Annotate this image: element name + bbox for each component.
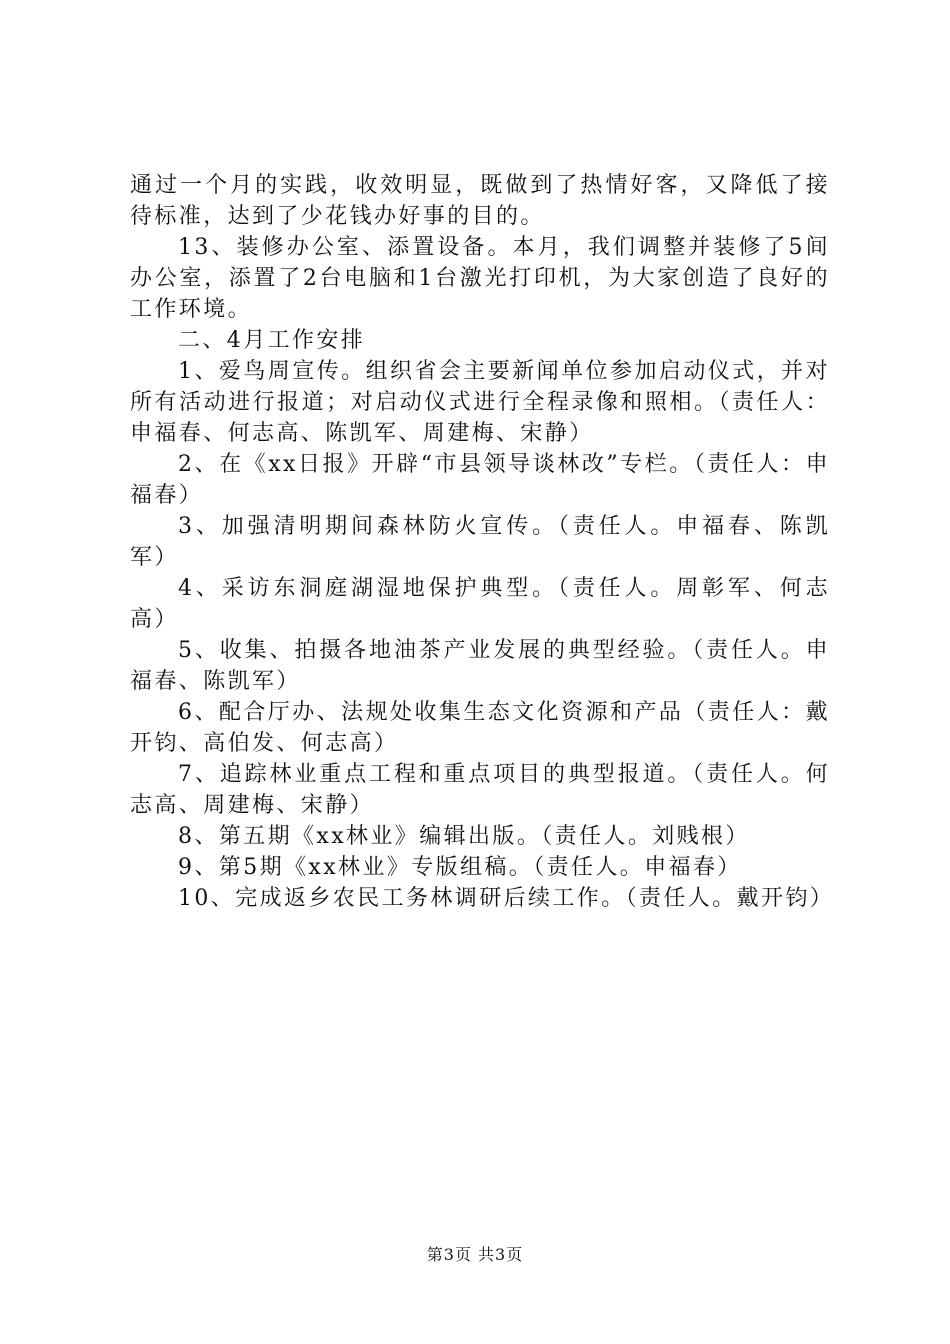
section-heading-april-plan: 二、4月工作安排 bbox=[178, 328, 366, 353]
plan-item-2: 2、在《xx日报》开辟“市县领导谈林改”专栏。（责任人：申福春） bbox=[130, 452, 830, 508]
plan-item-6: 6、配合厅办、法规处收集生态文化资源和产品（责任人：戴开钧、高伯发、何志高） bbox=[130, 700, 830, 756]
paragraph-item-13-renovation: 13、装修办公室、添置设备。本月，我们调整并装修了5间办公室，添置了2台电脑和1台激光打印机，为大家创造了良好的工作环境。 bbox=[130, 235, 830, 322]
plan-item-7: 7、追踪林业重点工程和重点项目的典型报道。（责任人。何志高、周建梅、宋静） bbox=[130, 762, 830, 818]
plan-item-5: 5、收集、拍摄各地油茶产业发展的典型经验。（责任人。申福春、陈凯军） bbox=[130, 638, 830, 694]
plan-item-8: 8、第五期《xx林业》编辑出版。（责任人。刘贱根） bbox=[178, 824, 750, 849]
plan-item-3: 3、加强清明期间森林防火宣传。（责任人。申福春、陈凯军） bbox=[130, 514, 830, 570]
plan-item-1: 1、爱鸟周宣传。组织省会主要新闻单位参加启动仪式，并对所有活动进行报道；对启动仪式进行全程录像和照相。（责任人：申福春、何志高、陈凯军、周建梅、宋静） bbox=[130, 359, 830, 446]
plan-item-10: 10、完成返乡农民工务林调研后续工作。（责任人。戴开钧） bbox=[178, 886, 835, 911]
plan-item-4: 4、采访东洞庭湖湿地保护典型。（责任人。周彰军、何志高） bbox=[130, 576, 830, 632]
paragraph-continuation: 通过一个月的实践，收效明显，既做到了热情好客，又降低了接待标准，达到了少花钱办好事的目的。 bbox=[130, 173, 830, 229]
plan-item-9: 9、第5期《xx林业》专版组稿。（责任人。申福春） bbox=[178, 855, 742, 880]
document-body bbox=[130, 170, 835, 914]
page-number-footer: 第3页 共3页 bbox=[426, 1245, 524, 1264]
